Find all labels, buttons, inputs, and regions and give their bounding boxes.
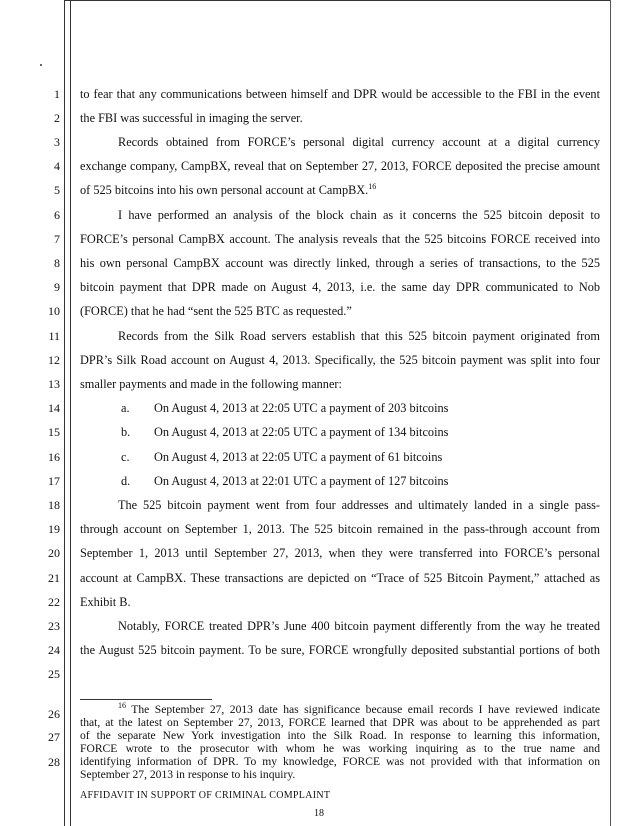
list-item-label: c. [121, 450, 130, 464]
line-number: 7 [54, 232, 60, 246]
line-number: 8 [54, 256, 60, 270]
line-number: 11 [48, 329, 60, 343]
text-line: I have performed an analysis of the block chain as it concerns the 525 bitcoin deposit to [118, 208, 600, 222]
left-margin-rule [64, 0, 65, 826]
line-number: 6 [54, 208, 60, 222]
line-number: 25 [48, 667, 60, 681]
list-item-text: On August 4, 2013 at 22:05 UTC a payment of 61 bitcoins [154, 450, 443, 464]
list-item-text: On August 4, 2013 at 22:05 UTC a payment of 134 bitcoins [154, 425, 449, 439]
text-line: Records obtained from FORCE’s personal digital currency account at a digital currency [118, 135, 600, 149]
line-number: 23 [48, 619, 60, 633]
text-line-content: of 525 bitcoins into his own personal account at CampBX. [80, 183, 369, 197]
line-number: 17 [48, 474, 60, 488]
line-number: 26 [48, 707, 60, 721]
footnote-ref: 16 [368, 181, 377, 191]
list-item-label: b. [121, 425, 131, 439]
text-line: account at CampBX. These transactions are depicted on “Trace of 525 Bitcoin Payment,” attached as [80, 571, 600, 585]
line-number: 22 [48, 595, 60, 609]
line-number: 3 [54, 135, 60, 149]
document-footer-title: AFFIDAVIT IN SUPPORT OF CRIMINAL COMPLAINT [80, 790, 331, 801]
line-number: 20 [48, 546, 60, 560]
line-number: 4 [54, 159, 60, 173]
line-number: 13 [48, 377, 60, 391]
text-line: the FBI was successful in imaging the server. [80, 111, 303, 125]
line-number: 18 [48, 498, 60, 512]
text-line: The 525 bitcoin payment went from four addresses and ultimately landed in a single pass- [118, 498, 600, 512]
footnote-line: that, at the latest on September 27, 2013, FORCE learned that DPR was about to be apprehended as part [80, 716, 600, 729]
line-number: 19 [48, 522, 60, 536]
text-line: Notably, FORCE treated DPR’s June 400 bitcoin payment differently from the way he treated [118, 619, 600, 633]
text-line: Records from the Silk Road servers establish that this 525 bitcoin payment originated from [118, 329, 600, 343]
footnote-line [80, 701, 600, 717]
footnote-line: September 27, 2013 in response to his inquiry. [80, 768, 296, 781]
line-number: 10 [48, 304, 60, 318]
line-number: 14 [48, 401, 60, 415]
line-number: 12 [48, 353, 60, 367]
footnote-line: identifying information of DPR. To my knowledge, FORCE was not provided with that information on [80, 755, 600, 768]
line-number: 5 [54, 183, 60, 197]
line-number: 2 [54, 111, 60, 125]
text-line: smaller payments and made in the following manner: [80, 377, 342, 391]
text-line: through account on September 1, 2013. The 525 bitcoin remained in the pass-through account from [80, 522, 600, 536]
footnote-text: The September 27, 2013 date has significance because email records I have reviewed indicate [131, 703, 600, 716]
list-item-label: d. [121, 474, 131, 488]
line-number: 27 [48, 730, 60, 744]
text-line: exchange company, CampBX, reveal that on September 27, 2013, FORCE deposited the precise amount [80, 159, 600, 173]
line-number: 21 [48, 571, 60, 585]
line-number: 15 [48, 425, 60, 439]
footnote-line: FORCE wrote to the prosecutor with whom he was working inquiring as to the true name and [80, 742, 600, 755]
right-margin-rule [610, 0, 611, 826]
line-number: 24 [48, 643, 60, 657]
left-margin-rule-inner [70, 0, 71, 826]
text-line: September 1, 2013 until September 27, 2013, when they were transferred into FORCE’s personal [80, 546, 600, 560]
footnote-number: 16 [118, 701, 126, 711]
list-item-label: a. [121, 401, 130, 415]
list-item-text: On August 4, 2013 at 22:01 UTC a payment of 127 bitcoins [154, 474, 449, 488]
line-number: 28 [48, 755, 60, 769]
text-line: bitcoin payment that DPR made on August 4, 2013, i.e. the same day DPR communicated to Nob [80, 280, 600, 294]
text-line [80, 183, 600, 197]
page-number: 18 [314, 808, 324, 819]
text-line: DPR’s Silk Road account on August 4, 2013. Specifically, the 525 bitcoin payment was split into four [80, 353, 600, 367]
list-item-text: On August 4, 2013 at 22:05 UTC a payment of 203 bitcoins [154, 401, 449, 415]
footnote-line: of the separate New York investigation into the Silk Road. In response to learning this information, [80, 729, 600, 742]
punch-mark [40, 64, 42, 66]
text-line: Exhibit B. [80, 595, 131, 609]
text-line: the August 525 bitcoin payment. To be sure, FORCE wrongfully deposited substantial portions of both [80, 643, 600, 657]
text-line: to fear that any communications between himself and DPR would be accessible to the FBI in the event [80, 87, 600, 101]
text-line: FORCE’s personal CampBX account. The analysis reveals that the 525 bitcoins FORCE received into [80, 232, 600, 246]
line-number: 9 [54, 280, 60, 294]
text-line: his own personal CampBX account was directly linked, through a series of transactions, to the 525 [80, 256, 600, 270]
line-number: 1 [54, 87, 60, 101]
text-line: (FORCE) that he had “sent the 525 BTC as requested.” [80, 304, 352, 318]
top-border [64, 0, 610, 1]
footnote-separator [80, 699, 212, 700]
line-number: 16 [48, 450, 60, 464]
